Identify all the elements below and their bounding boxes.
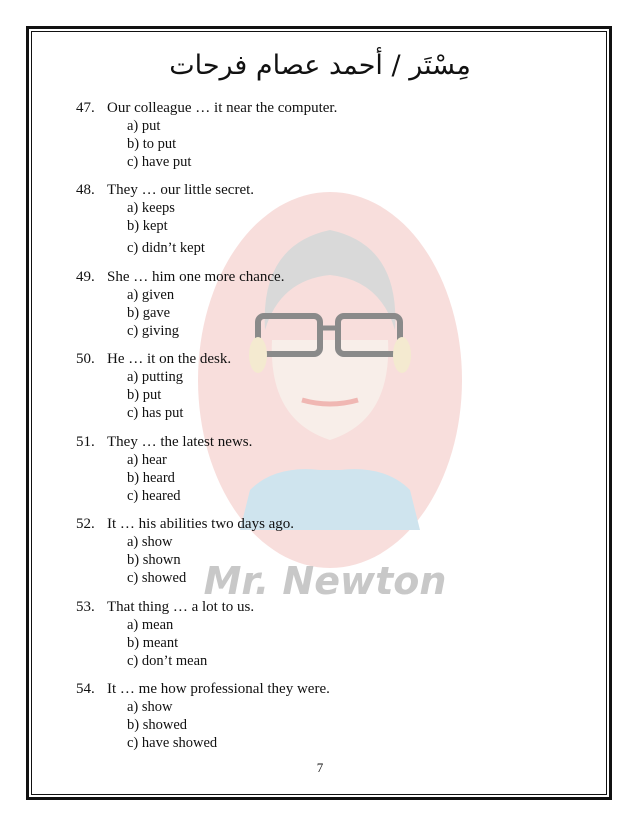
- question-48: [76, 181, 254, 257]
- option-a: a) hear: [127, 452, 167, 468]
- option-a: a) putting: [127, 369, 183, 385]
- question-text: They … the latest news.: [107, 434, 253, 450]
- question-stem: [76, 433, 252, 451]
- option-a: a) keeps: [127, 200, 175, 216]
- question-stem: [76, 680, 330, 698]
- question-number: 50.: [76, 351, 95, 367]
- question-stem: [76, 515, 294, 533]
- option-b: b) showed: [127, 717, 188, 733]
- question-49: [76, 268, 284, 340]
- option-b: b) gave: [127, 305, 171, 321]
- option-a: a) show: [127, 699, 173, 715]
- question-number: 51.: [76, 434, 95, 450]
- page-number: 7: [316, 760, 324, 775]
- option-c: c) have put: [127, 154, 192, 170]
- question-number: 47.: [76, 100, 95, 116]
- option-b: b) put: [127, 387, 162, 403]
- question-text: He … it on the desk.: [107, 351, 232, 367]
- question-text: It … his abilities two days ago.: [107, 516, 295, 532]
- option-b: b) to put: [127, 136, 177, 152]
- option-a: a) given: [127, 287, 175, 303]
- question-stem: [76, 350, 231, 368]
- question-51: [76, 433, 252, 505]
- option-c: c) don’t mean: [127, 653, 208, 669]
- question-52: [76, 515, 294, 587]
- question-number: 54.: [76, 681, 95, 697]
- question-text: Our colleague … it near the computer.: [107, 100, 338, 116]
- option-b: b) heard: [127, 470, 175, 486]
- option-b: b) meant: [127, 635, 179, 651]
- option-a: a) show: [127, 534, 173, 550]
- question-54: [76, 680, 330, 752]
- option-c: c) heared: [127, 488, 181, 504]
- question-text: It … me how professional they were.: [107, 681, 330, 697]
- option-a: a) mean: [127, 617, 174, 633]
- option-b: b) kept: [127, 218, 168, 234]
- question-text: She … him one more chance.: [107, 269, 285, 285]
- watermark-brand-text: Mr. Newton: [203, 559, 447, 603]
- question-number: 53.: [76, 599, 95, 615]
- question-50: [76, 350, 231, 422]
- option-c: c) showed: [127, 570, 187, 586]
- option-a: a) put: [127, 118, 161, 134]
- question-stem: [76, 181, 254, 199]
- question-text: That thing … a lot to us.: [107, 599, 255, 615]
- option-b: b) shown: [127, 552, 181, 568]
- question-number: 49.: [76, 269, 95, 285]
- option-c: c) didn’t kept: [127, 240, 205, 256]
- option-c: c) has put: [127, 405, 184, 421]
- option-c: c) have showed: [127, 735, 218, 751]
- question-stem: [76, 598, 254, 616]
- option-c: c) giving: [127, 323, 179, 339]
- question-text: They … our little secret.: [107, 182, 255, 198]
- teacher-name-heading: مِسْتَر / أحمد عصام فرحات: [169, 50, 471, 81]
- question-stem: [76, 268, 284, 286]
- question-53: [76, 598, 254, 670]
- question-number: 52.: [76, 516, 95, 532]
- question-stem: [76, 99, 337, 117]
- question-47: [76, 99, 337, 171]
- question-number: 48.: [76, 182, 95, 198]
